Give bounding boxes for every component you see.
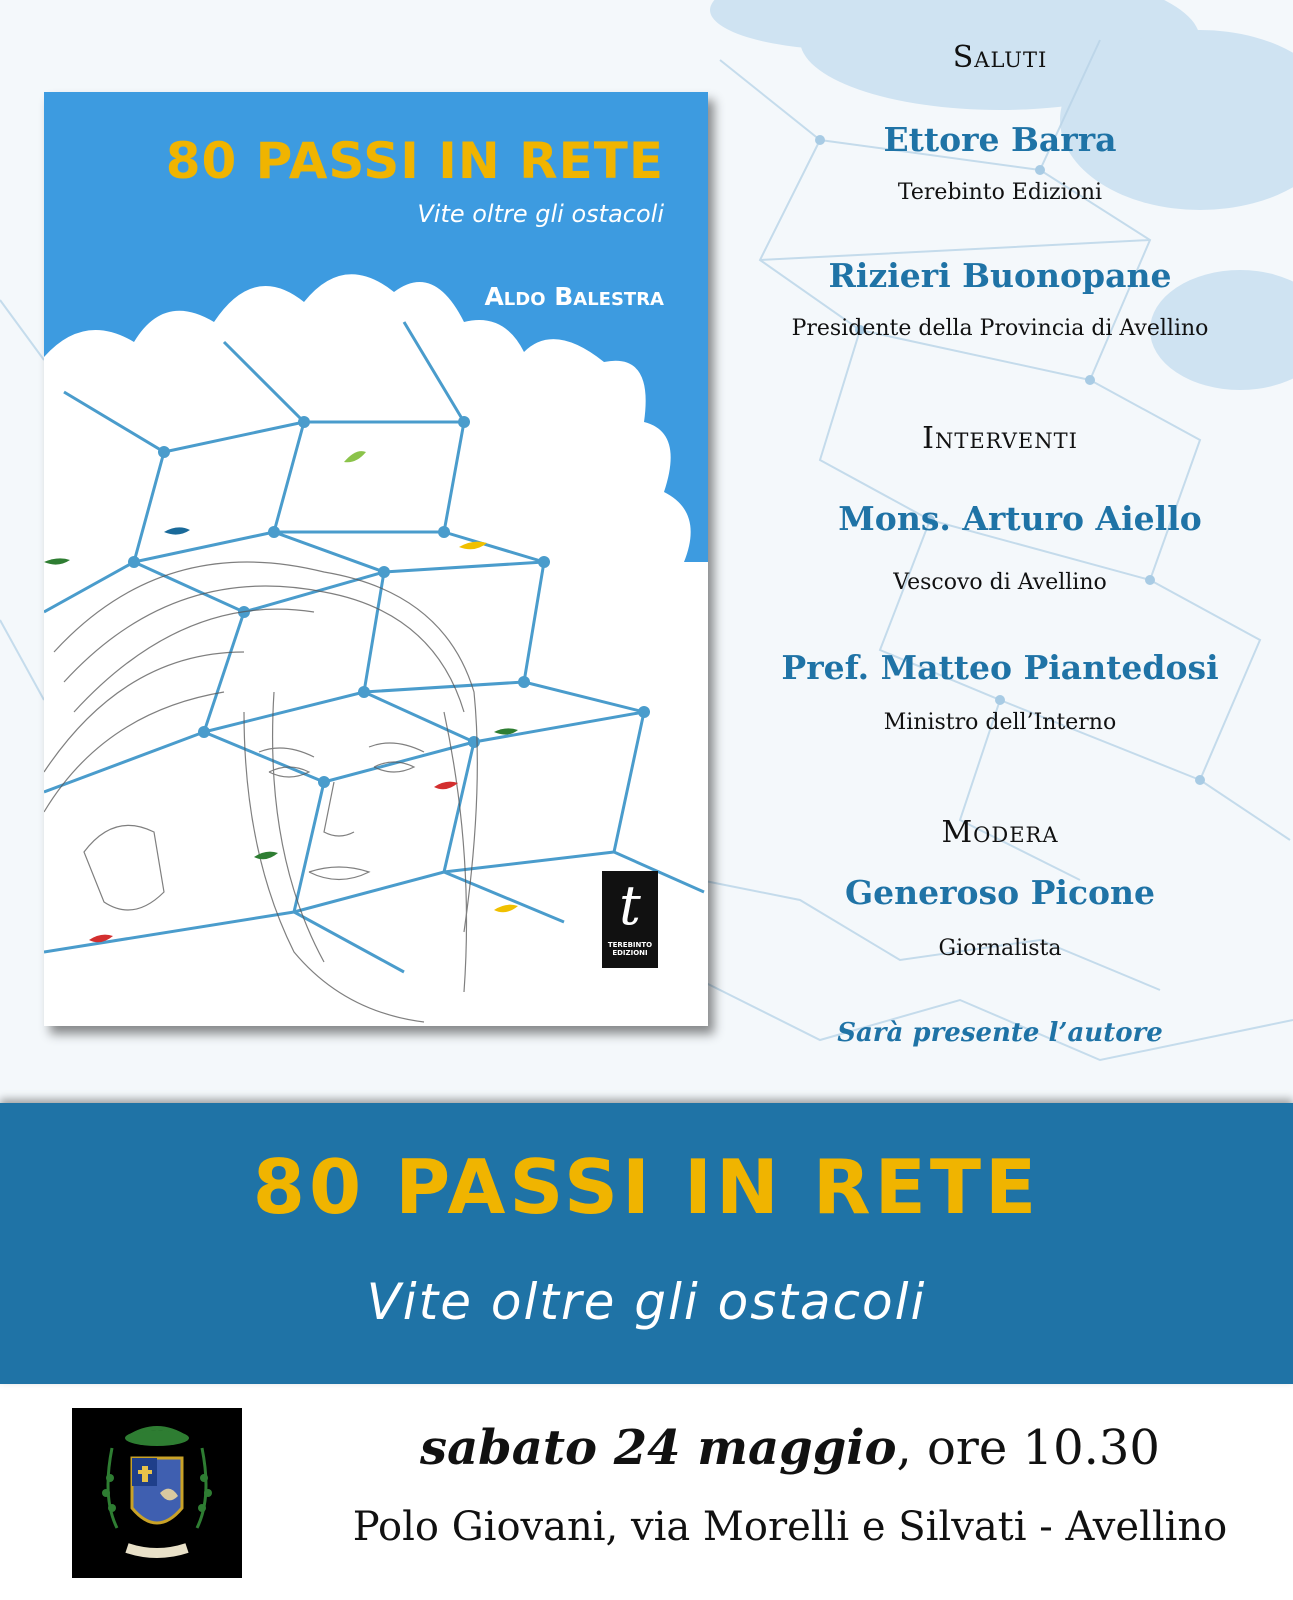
cover-subtitle: Vite oltre gli ostacoli: [417, 200, 664, 228]
speaker-role: Presidente della Provincia di Avellino: [791, 316, 1209, 341]
event-time: , ore 10.30: [896, 1420, 1160, 1476]
speaker-role: Vescovo di Avellino: [893, 570, 1107, 595]
speaker-name: Ettore Barra: [883, 120, 1117, 159]
banner-title: 80 PASSI IN RETE: [252, 1143, 1041, 1231]
section-heading-interventi: Interventi: [922, 421, 1078, 456]
speaker-role: Giornalista: [938, 936, 1062, 961]
publisher-logo-text: TEREBINTO EDIZIONI: [607, 941, 653, 957]
event-venue: Polo Giovani, via Morelli e Silvati - Avellino: [352, 1504, 1228, 1550]
cover-author: Aldo Balestra: [484, 282, 664, 311]
publisher-logo: [602, 871, 658, 968]
crest-icon: [72, 1408, 242, 1578]
event-date-time: [290, 1420, 1290, 1476]
speaker-name: Rizieri Buonopane: [828, 256, 1172, 295]
speaker-name: Mons. Arturo Aiello: [838, 499, 1202, 538]
diocese-crest-logo: [72, 1408, 242, 1578]
publisher-logo-glyph: t: [619, 874, 641, 937]
speaker-role: Terebinto Edizioni: [897, 180, 1103, 205]
section-heading-modera: Modera: [941, 815, 1059, 850]
banner-subtitle: Vite oltre gli ostacoli: [366, 1273, 927, 1331]
speaker-name: Generoso Picone: [844, 873, 1156, 912]
speaker-role: Ministro dell’Interno: [883, 710, 1117, 735]
author-presence-note: Sarà presente l’autore: [837, 1018, 1163, 1048]
book-cover: [44, 92, 708, 1026]
section-heading-saluti: Saluti: [952, 40, 1048, 75]
title-banner: [0, 1103, 1293, 1384]
event-date: sabato 24 maggio: [420, 1420, 897, 1476]
cover-title: 80 PASSI IN RETE: [165, 132, 664, 190]
speaker-name: Pref. Matteo Piantedosi: [781, 648, 1219, 687]
